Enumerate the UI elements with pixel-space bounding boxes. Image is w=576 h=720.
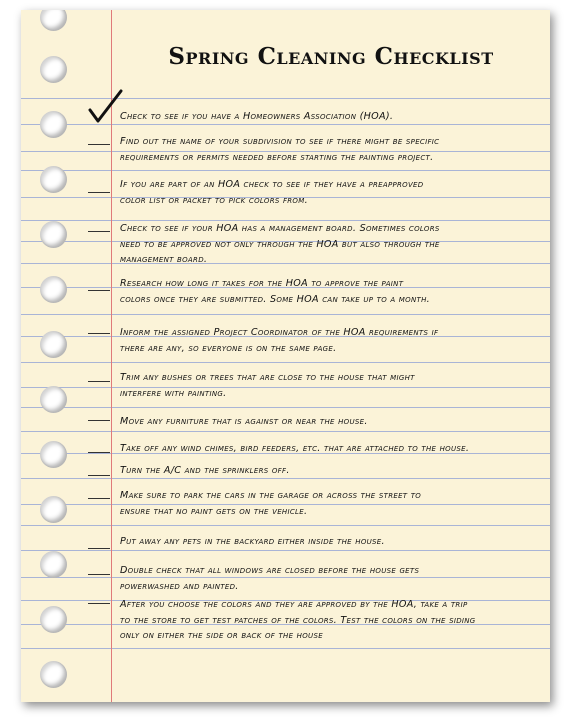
ruled-line	[21, 362, 550, 363]
item-dash	[88, 475, 110, 476]
binder-hole	[40, 276, 67, 303]
checklist-item: Take off any wind chimes, bird feeders, etc. that are attached to the house.	[120, 443, 470, 454]
item-dash	[88, 231, 110, 232]
checklist-item: Double check that all windows are closed before the house gets powerwashed and painted.	[120, 565, 420, 592]
binder-hole	[40, 661, 67, 688]
binder-hole	[40, 221, 67, 248]
checklist-item: Check to see if your HOA has a management board. Sometimes colors need to be approved not only through the HOA but also through the management board.	[120, 223, 440, 265]
item-dash	[88, 144, 110, 145]
binder-hole	[40, 496, 67, 523]
ruled-line	[21, 648, 550, 649]
binder-hole	[40, 166, 67, 193]
checklist-item: Move any furniture that is against or near the house.	[120, 416, 368, 427]
ruled-line	[21, 314, 550, 315]
binder-hole	[40, 551, 67, 578]
checklist-item: Research how long it takes for the HOA to approve the paint colors once they are submitted. Some HOA can take up to a month.	[120, 278, 430, 305]
binder-hole	[40, 606, 67, 633]
ruled-line	[21, 170, 550, 171]
checklist-item: Check to see if you have a Homeowners Association (HOA).	[120, 111, 394, 122]
checklist-item: Make sure to park the cars in the garage or across the street to ensure that no paint gets on the vehicle.	[120, 490, 422, 517]
item-dash	[88, 603, 110, 604]
item-dash	[88, 452, 110, 453]
binder-hole	[40, 441, 67, 468]
binder-hole	[40, 386, 67, 413]
item-dash	[88, 420, 110, 421]
binder-hole	[40, 56, 67, 83]
ruled-line	[21, 525, 550, 526]
ruled-line	[21, 407, 550, 408]
item-dash	[88, 192, 110, 193]
item-dash	[88, 381, 110, 382]
checklist-item: Trim any bushes or trees that are close to the house that might interfere with painting.	[120, 372, 415, 399]
binder-hole	[40, 10, 67, 31]
item-dash	[88, 333, 110, 334]
checklist-item: If you are part of an HOA check to see if they have a preapproved color list or packet to pick colors from.	[120, 179, 424, 206]
checklist-item: Put away any pets in the backyard either inside the house.	[120, 536, 385, 547]
binder-hole	[40, 111, 67, 138]
binder-hole	[40, 331, 67, 358]
notebook-paper	[21, 10, 550, 702]
checklist-item: Inform the assigned Project Coordinator of the HOA requirements if there are any, so everyone is on the same page.	[120, 327, 439, 354]
checklist-item: Find out the name of your subdivision to see if there might be specific requirements or permits needed before starting the painting project.	[120, 136, 440, 163]
checklist-item: After you choose the colors and they are approved by the HOA, take a trip to the store to get test patches of the colors. Test the colors on the siding only on either the side or back of the house	[120, 599, 476, 641]
item-dash	[88, 548, 110, 549]
item-dash	[88, 574, 110, 575]
item-dash	[88, 498, 110, 499]
item-dash	[88, 290, 110, 291]
page-title: Spring Cleaning Checklist	[168, 43, 494, 70]
ruled-line	[21, 550, 550, 551]
checklist-item: Turn the A/C and the sprinklers off.	[120, 465, 290, 476]
ruled-line	[21, 431, 550, 432]
